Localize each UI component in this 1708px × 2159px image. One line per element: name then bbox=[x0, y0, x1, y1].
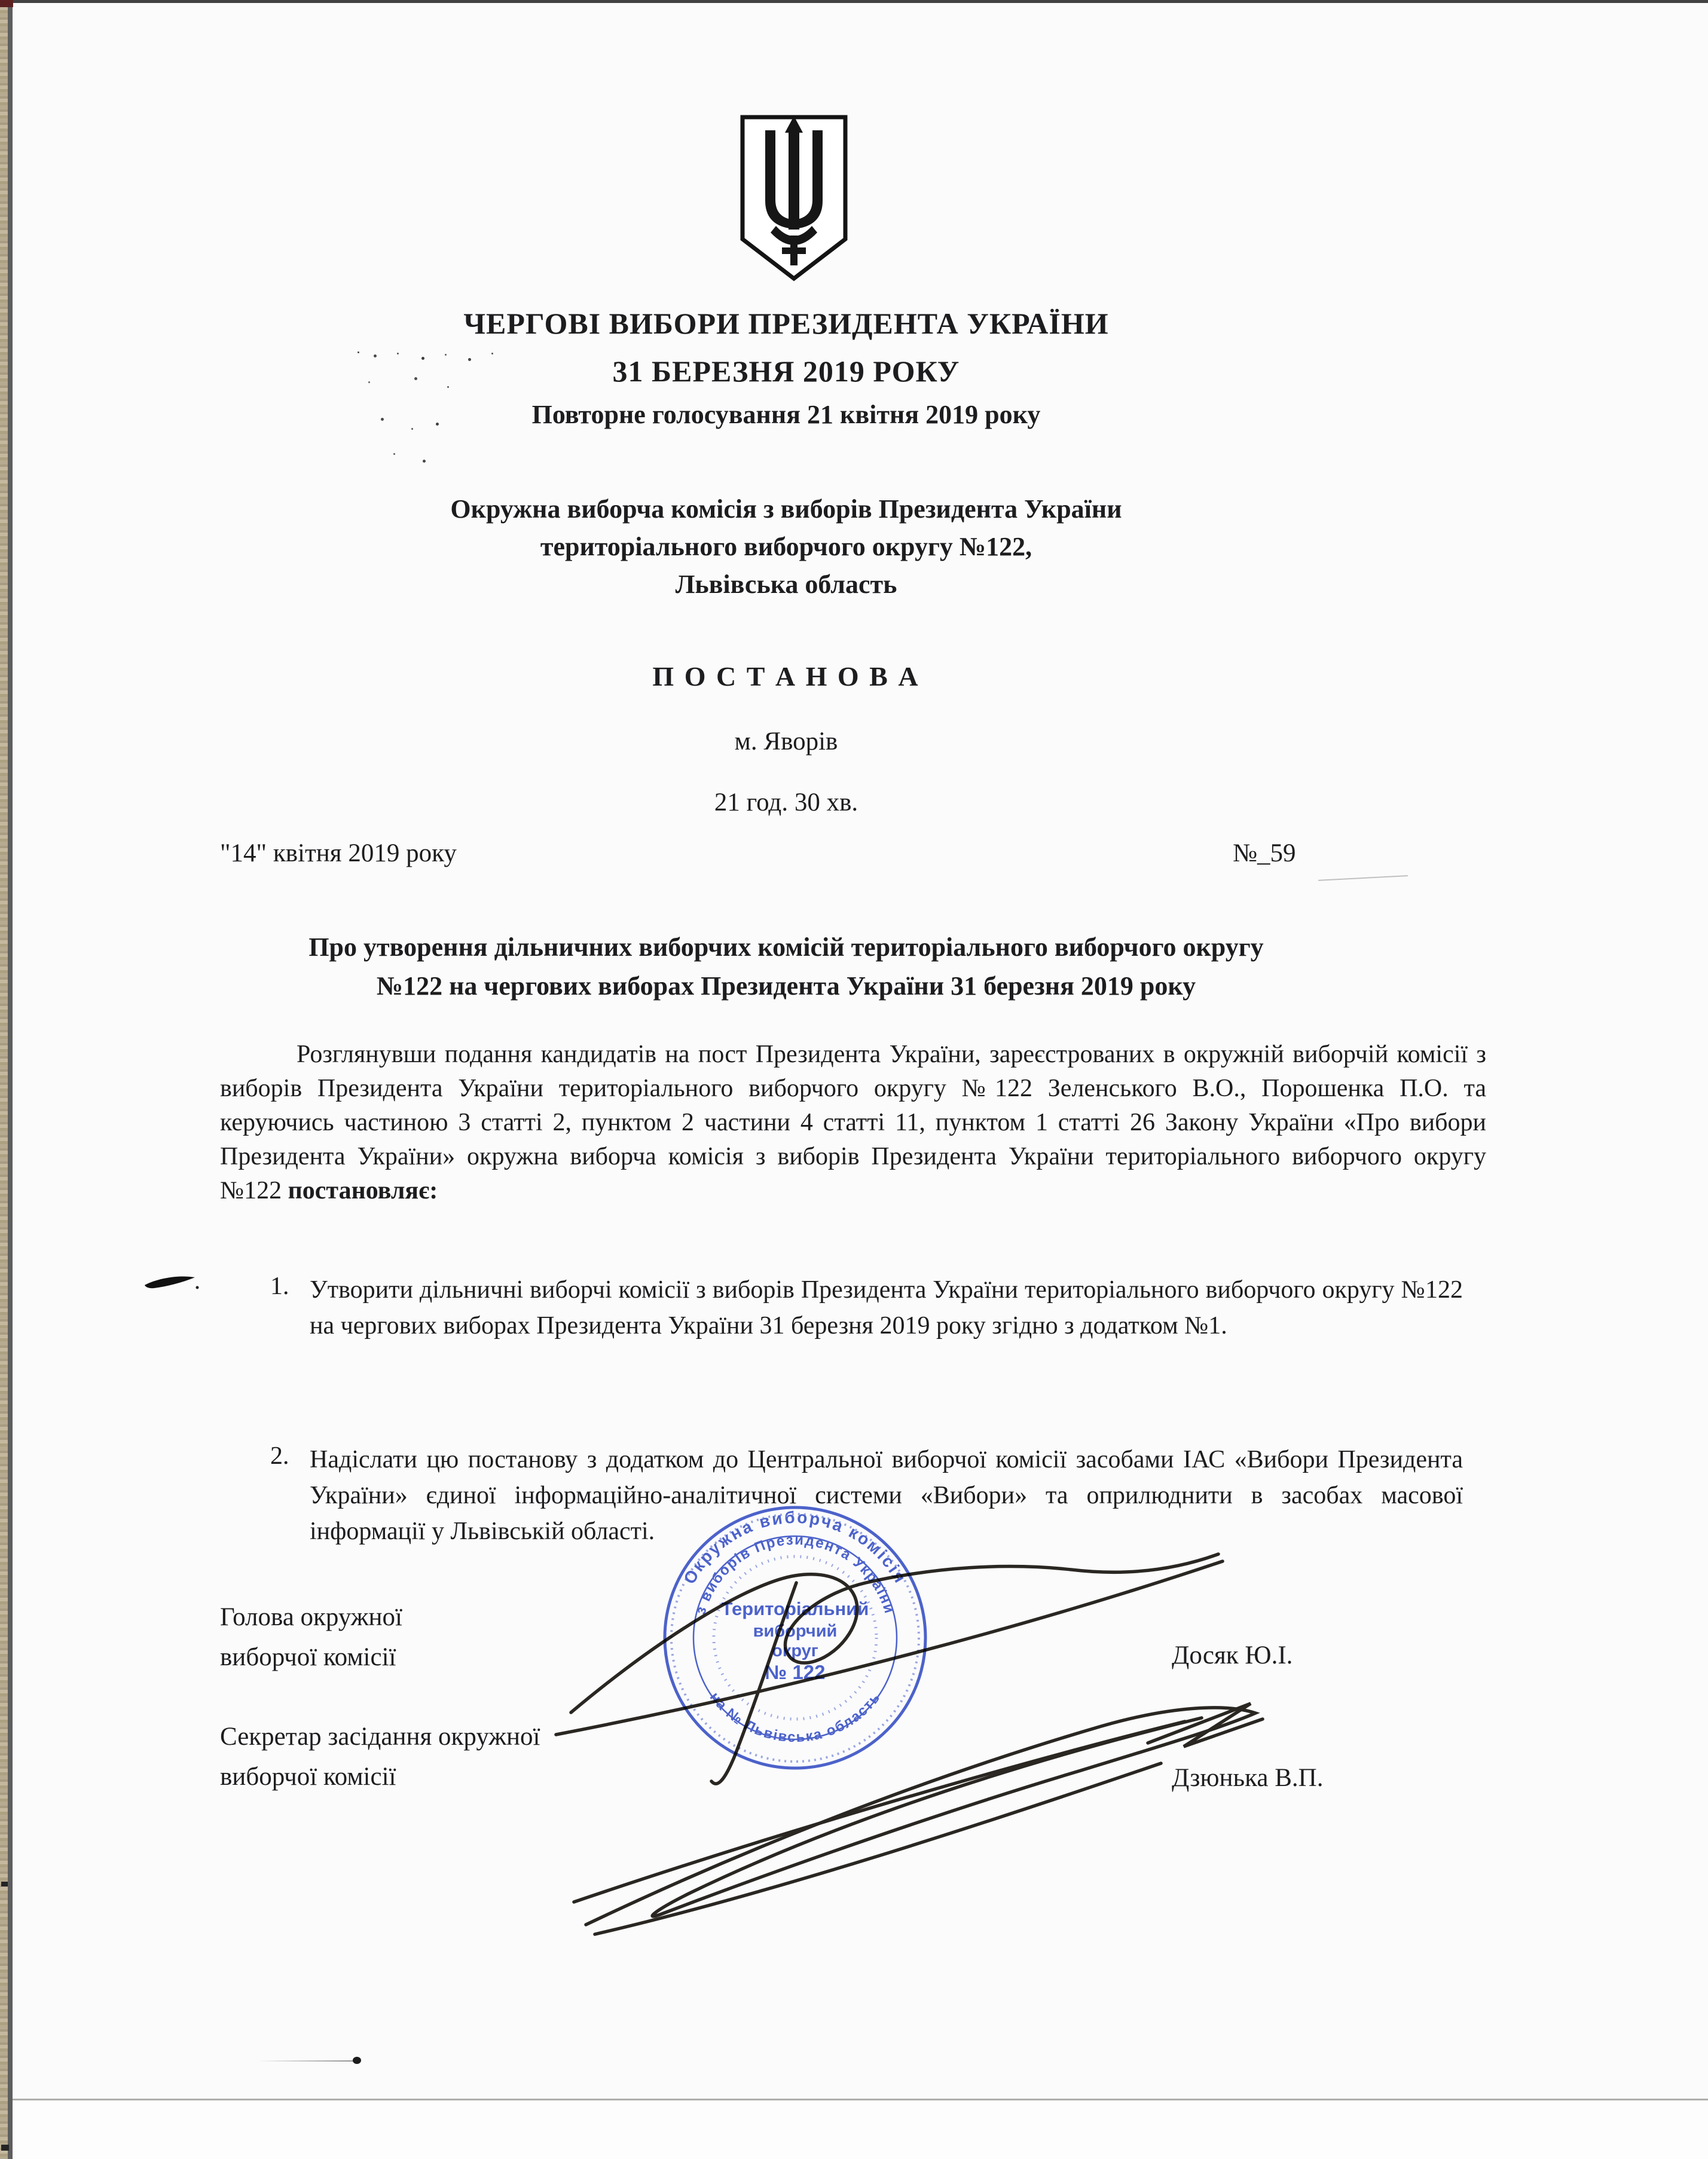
stamp-arc-bottom-text: на № Львівська область bbox=[706, 1689, 884, 1746]
signature-role-secretary bbox=[220, 1717, 540, 1797]
stamp-center-line1: Територіальний bbox=[721, 1598, 869, 1619]
stamp-arc-top-text: Окружна виборча комісія bbox=[680, 1507, 910, 1588]
stamp-center-line2: виборчий bbox=[753, 1622, 838, 1641]
scratch-line bbox=[257, 2060, 356, 2062]
signature-name-chairman: Досяк Ю.І. bbox=[1172, 1641, 1293, 1669]
body-paragraph bbox=[220, 1038, 1486, 1208]
scan-border-top bbox=[13, 0, 1708, 3]
commission-line1: Окружна виборча комісія з виборів Президента України bbox=[450, 494, 1122, 524]
city-line: м. Яворів bbox=[734, 727, 838, 756]
role-line: виборчої комісії bbox=[220, 1643, 396, 1671]
stamp-arc-middle-text: з виборів Президента України bbox=[692, 1531, 898, 1616]
item-text: Надіслати цю постанову з додатком до Центральної виборчої комісії засобами ІАС «Вибори Президента України» єдиної інформаційно-аналітичної системи «Вибори» та оприлюднити в засобах масової інформації у Львівській області. bbox=[310, 1446, 1463, 1545]
signature-name-secretary: Дзюнька В.П. bbox=[1172, 1764, 1324, 1792]
signature-role-chairman bbox=[220, 1597, 402, 1677]
subject-line2: №122 на чергових виборах Президента України 31 березня 2019 року bbox=[376, 971, 1196, 1001]
edge-speck bbox=[1, 1882, 8, 1886]
scanner-bed-area bbox=[13, 2100, 1708, 2159]
pen-tick-mark bbox=[142, 1270, 199, 1296]
time-line: 21 год. 30 хв. bbox=[714, 788, 858, 816]
role-line: Секретар засідання окружної bbox=[220, 1723, 540, 1751]
repeat-voting-line: Повторне голосування 21 квітня 2019 року bbox=[531, 400, 1041, 429]
commission-line3: Львівська область bbox=[675, 570, 897, 599]
item-number: 2. bbox=[270, 1442, 289, 1470]
handwritten-signatures bbox=[514, 1506, 1327, 1961]
role-line: Голова окружної bbox=[220, 1603, 402, 1631]
item-text: Утворити дільничні виборчі комісії з виборів Президента України територіального виборчого округу №122 на чергових виборах Президента України 31 березня 2019 року згідно з додатком №1. bbox=[310, 1276, 1463, 1340]
commission-block bbox=[209, 490, 1363, 603]
list-item bbox=[270, 1272, 1463, 1344]
document-number: №_59 bbox=[1233, 839, 1296, 867]
scanner-edge-strip bbox=[0, 0, 8, 2159]
subject-line1: Про утворення дільничних виборчих комісій територіального виборчого округу bbox=[308, 932, 1264, 962]
stamp-center-line3: округ bbox=[772, 1641, 818, 1660]
ukraine-trident-emblem bbox=[734, 112, 854, 286]
faint-pen-line bbox=[1318, 875, 1408, 881]
date-line: "14" квітня 2019 року bbox=[220, 839, 457, 867]
ink-dot bbox=[353, 2057, 361, 2064]
scan-corner-mark bbox=[0, 0, 13, 7]
document-type-heading: П О С Т А Н О В А bbox=[652, 661, 920, 692]
edge-speck bbox=[1, 2145, 9, 2151]
paragraph-resolves-word: постановляє: bbox=[288, 1177, 438, 1204]
subject-heading bbox=[209, 928, 1363, 1005]
commission-line2: територіального виборчого округу №122, bbox=[540, 532, 1032, 561]
stamp-center-line4: № 122 bbox=[765, 1661, 826, 1683]
election-title-line2: 31 БЕРЕЗНЯ 2019 РОКУ bbox=[612, 354, 960, 388]
scan-border-left bbox=[8, 0, 13, 2159]
chairman-signature-scribble bbox=[556, 1554, 1223, 1784]
item-number: 1. bbox=[270, 1273, 289, 1300]
election-title-line1: ЧЕРГОВІ ВИБОРИ ПРЕЗИДЕНТА УКРАЇНИ bbox=[463, 307, 1109, 340]
role-line: виборчої комісії bbox=[220, 1763, 396, 1791]
paragraph-text: Розглянувши подання кандидатів на пост Президента України, зареєстрованих в окружній виборчій комісії з виборів Президента України територіального виборчого округу №122 Зеленського В.О., Порошенка П.О. та керуючись частиною 3 статті 2, пунктом 2 частини 4 статті 11, пунктом 1 статті 26 Закону України «Про вибори Президента України» окружна виборча комісія з виборів Президента України територіального виборчого округу №122 bbox=[220, 1041, 1486, 1204]
secretary-signature-scribble bbox=[574, 1704, 1263, 1934]
scan-noise-speckles bbox=[358, 351, 359, 353]
